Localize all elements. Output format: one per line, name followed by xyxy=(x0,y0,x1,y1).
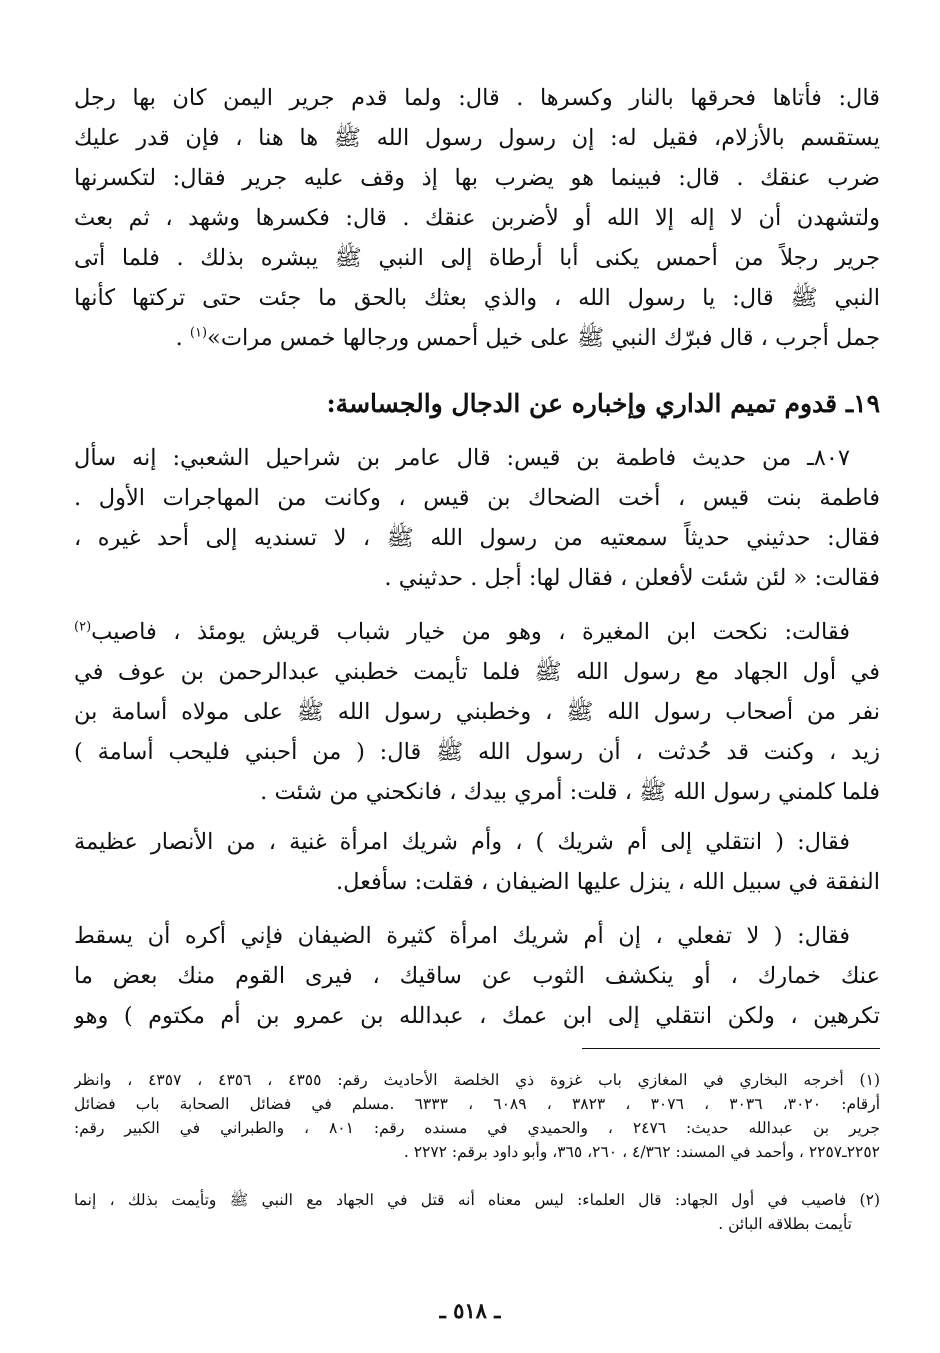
intro-paragraph xyxy=(74,78,880,358)
text-line: فلما كلمني رسول الله ﷺ ، قلت: أمري بيدك ، فانكحني من شئت . xyxy=(260,779,880,805)
text-line: النفقة في سبيل الله ، ينزل عليها الضيفان ، فقلت: سأفعل. xyxy=(335,869,880,895)
text-line: فقال: ( انتقلي إلى أم شريك ) ، وأم شريك امرأة غنية ، من الأنصار عظيمة xyxy=(74,829,850,855)
umm-sharik-paragraph xyxy=(74,822,880,902)
footnote-line: (٢) فاصيب في أول الجهاد: قال العلماء: ليس معناه أنه قتل في الجهاد مع النبي ﷺ وتأيمت بذلك ، إنما xyxy=(74,1191,880,1209)
footnote-line: تأيمت بطلاقه البائن . xyxy=(718,1215,852,1233)
footnote-1 xyxy=(74,1068,880,1164)
text-line: فقال: حدثيني حديثاً سمعتيه من رسول الله ﷺ ، لا تسنديه إلى أحد غيره ، xyxy=(74,525,880,551)
footnote-divider xyxy=(582,1048,880,1049)
text-line: فقال: ( لا تفعلي ، إن أم شريك امرأة كثيرة الضيفان فإني أكره أن يسقط xyxy=(74,923,850,949)
footnote-line: أرقام: ٣٠٢٠، ٣٠٣٦ ، ٣٠٧٦ ، ٣٨٢٣ ، ٦٠٨٩ ، ٦٣٣٣ .مسلم في فضائل الصحابة باب فضائل xyxy=(74,1095,880,1113)
text-line: جرير رجلاً من أحمس يكنى أبا أرطاة إلى النبي ﷺ يبشره بذلك . فلما أتى xyxy=(74,245,880,271)
footnote-line: جرير بن عبدالله حديث: ٢٤٧٦ ، والحميدي في مسنده رقم: ٨٠١ ، والطبراني في الكبير رقم: xyxy=(74,1119,880,1137)
text-line xyxy=(74,318,880,358)
footnote-2 xyxy=(74,1188,880,1236)
footnote-line: ٢٢٥٢ـ٢٢٥٧ ، وأحمد في المسند: ٤/٣٦٢ ، ٢٦٠، ٣٦٥، وأبو داود برقم: ٢٢٧٢ . xyxy=(403,1143,880,1161)
text-line: النبي ﷺ قال: يا رسول الله ، والذي بعثك بالحق ما جئت حتى تركتها كأنها xyxy=(74,285,880,311)
section-heading: ١٩ـ قدوم تميم الداري وإخباره عن الدجال والجساسة: xyxy=(326,389,880,418)
text-line-content: جمل أجرب ، قال فبرّك النبي ﷺ على خيل أحمس ورجالها خمس مرات» xyxy=(207,325,880,351)
text-line: ولتشهدن أن لا إله إلا الله أو لأضربن عنقك . قال: فكسرها وشهد ، ثم بعث xyxy=(74,205,880,231)
text-line: ٨٠٧ـ من حديث فاطمة بن قيس: قال عامر بن شراحيل الشعبي: إنه سأل xyxy=(74,445,850,471)
text-line-content: فقالت: نكحت ابن المغيرة ، وهو من خيار شباب قريش يومئذ ، فاصيب xyxy=(91,619,850,645)
footnote-marker: (٢) xyxy=(74,619,92,635)
sentence-end: . xyxy=(175,325,183,351)
text-line: ضرب عنقك . قال: فبينما هو يضرب بها إذ وقف عليه جرير فقال: لتكسرنها xyxy=(74,165,880,191)
text-line: فقالت: « لئن شئت لأفعلن ، فقال لها: أجل . حدثيني . xyxy=(384,565,880,591)
text-line xyxy=(74,612,880,652)
text-line: قال: فأتاها فحرقها بالنار وكسرها . قال: ولما قدم جرير اليمن كان بها رجل xyxy=(74,85,880,111)
text-line: نفر من أصحاب رسول الله ﷺ ، وخطبني رسول الله ﷺ على مولاه أسامة بن xyxy=(74,699,880,725)
text-line: عنك خمارك ، أو ينكشف الثوب عن ساقيك ، فيرى القوم منك بعض ما xyxy=(74,963,880,989)
text-line: يستقسم بالأزلام، فقيل له: إن رسول رسول الله ﷺ ها هنا ، فإن قدر عليك xyxy=(74,125,880,151)
footnote-marker: (١) xyxy=(189,325,208,341)
text-line: في أول الجهاد مع رسول الله ﷺ فلما تأيمت خطبني عبدالرحمن بن عوف في xyxy=(74,659,880,685)
text-line: زيد ، وكنت قد حُدثت ، أن رسول الله ﷺ قال: ( من أحبني فليحب أسامة ) xyxy=(74,739,880,765)
text-line: تكرهين ، ولكن انتقلي إلى ابن عمك ، عبدالله بن عمرو بن أم مكتوم ) وهو xyxy=(74,1003,880,1029)
footnote-line: (١) أخرجه البخاري في المغازي باب غزوة ذي الخلصة الأحاديث رقم: ٤٣٥٥ ، ٤٣٥٦ ، ٤٣٥٧ ، وانظر xyxy=(74,1071,880,1089)
ibn-umm-maktum-paragraph xyxy=(74,916,880,1036)
page-number: ـ ٥١٨ ـ xyxy=(439,1298,501,1323)
hadith-807-paragraph xyxy=(74,438,880,598)
story-paragraph xyxy=(74,612,880,812)
text-line: فاطمة بنت قيس ، أخت الضحاك بن قيس ، وكانت من المهاجرات الأول . xyxy=(74,485,880,511)
